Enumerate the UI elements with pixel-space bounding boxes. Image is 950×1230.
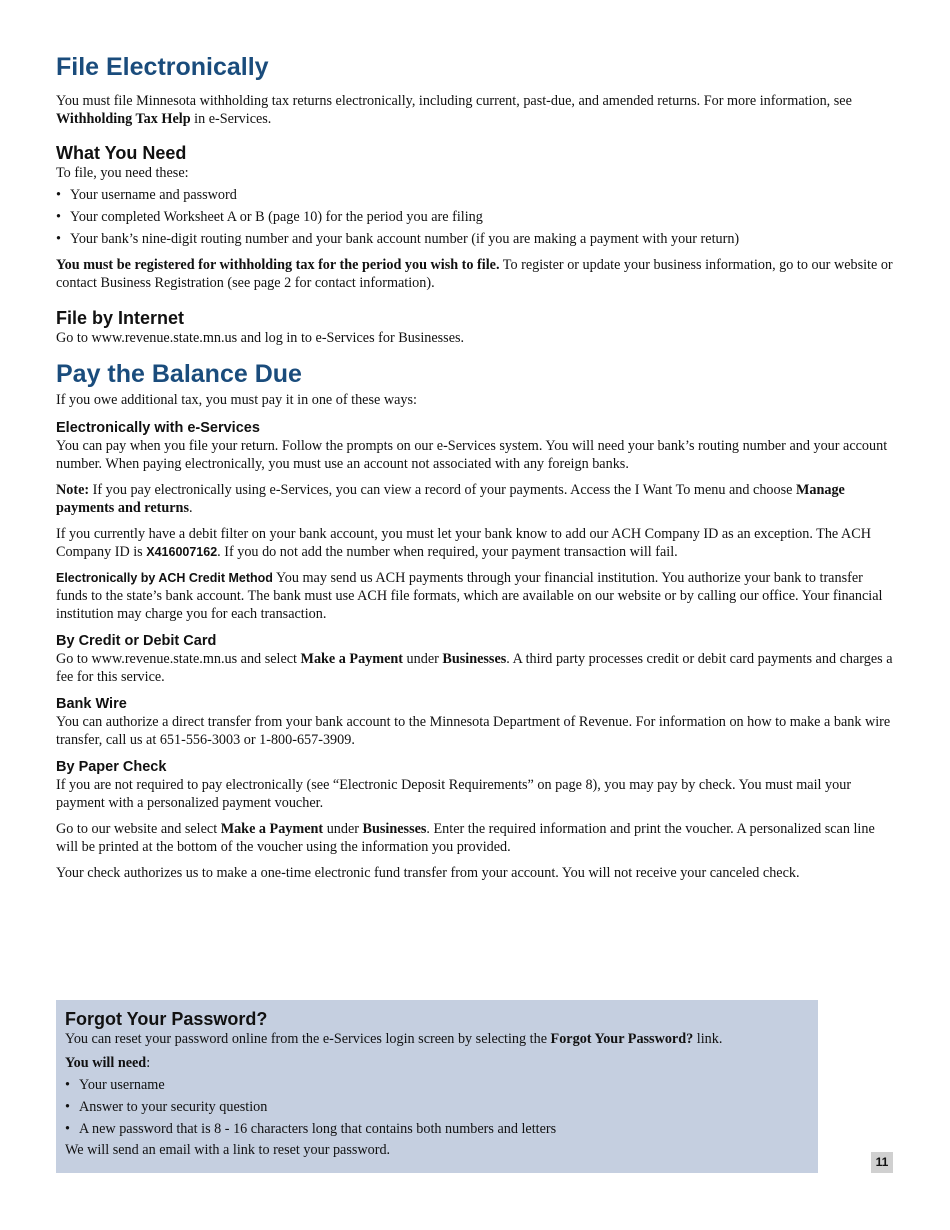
list-item: • Answer to your security question [65,1099,268,1115]
credit-card-text: Go to www.revenue.state.mn.us and select Make a Payment under Businesses. A third party processes credit or debit card payments and charges a fee for this service. [56,651,893,685]
list-item: • A new password that is 8 - 16 characters long that contains both numbers and letters [65,1121,557,1137]
debit-filter-text: If you currently have a debit filter on your bank account, you must let your bank know to add our ACH Company ID as an exception. The ACH Company ID is X416007162. If you do not add the number when required, your payment transaction will fail. [56,526,871,560]
page-number: 11 [871,1152,893,1173]
forgot-password-list [65,1076,809,1138]
what-you-need-lead: To file, you need these: [56,165,189,181]
list-item: • Your username and password [56,187,237,203]
heading-file-electronically: File Electronically [56,53,269,81]
forgot-password-box [56,1000,818,1173]
heading-file-by-internet: File by Internet [56,308,185,328]
forgot-password-closing: We will send an email with a link to reset your password. [65,1142,391,1158]
paper-check-text-1: If you are not required to pay electronically (see “Electronic Deposit Requirements” on page 8), you may pay by check. You must mail your payment with a personalized payment voucher. [56,777,852,811]
eservices-text: You can pay when you file your return. Follow the prompts on our e-Services system. You will need your bank’s routing number and your account number. When paying electronically, you must use an account not associated with any foreign banks. [56,438,888,472]
heading-paper-check: By Paper Check [56,759,167,775]
heading-credit-card: By Credit or Debit Card [56,633,217,649]
paper-check-text-3: Your check authorizes us to make a one-time electronic fund transfer from your account. You will not receive your canceled check. [56,865,800,881]
forgot-password-text: You can reset your password online from the e-Services login screen by selecting the Forgot Your Password? link. [65,1031,723,1047]
file-electronically-intro: You must file Minnesota withholding tax returns electronically, including current, past-due, and amended returns. For more information, see Withholding Tax Help in e-Services. [56,93,852,127]
list-item: • Your bank’s nine-digit routing number and your bank account number (if you are making a payment with your return) [56,231,740,247]
heading-pay-balance-due: Pay the Balance Due [56,360,302,388]
ach-credit-text: Electronically by ACH Credit Method You may send us ACH payments through your financial institution. You authorize your bank to transfer funds to the state’s bank account. The bank must use ACH file formats, which are available on our website or by calling our office. Your financial institution may charge you for each transaction. [56,570,883,622]
list-item: • Your username [65,1077,165,1093]
heading-what-you-need: What You Need [56,143,187,163]
ach-company-id: X416007162 [146,545,218,559]
file-by-internet-text: Go to www.revenue.state.mn.us and log in to e-Services for Businesses. [56,330,465,346]
heading-bank-wire: Bank Wire [56,696,127,712]
heading-forgot-password: Forgot Your Password? [65,1009,268,1029]
page-content [56,50,896,882]
what-you-need-list [56,186,896,248]
you-will-need: You will need: [65,1055,151,1071]
paper-check-text-2: Go to our website and select Make a Payment under Businesses. Enter the required information and print the voucher. A personalized scan line will be printed at the bottom of the voucher using the information you provided. [56,821,875,855]
ach-credit-label: Electronically by ACH Credit Method [56,571,273,585]
eservices-note: Note: If you pay electronically using e-Services, you can view a record of your payments. Access the I Want To menu and choose Manage payments and returns. [56,482,845,516]
bank-wire-text: You can authorize a direct transfer from your bank account to the Minnesota Department of Revenue. For information on how to make a bank wire transfer, call us at 651-556-3003 or 1-800-657-3909. [56,714,891,748]
heading-eservices: Electronically with e-Services [56,420,260,436]
list-item: • Your completed Worksheet A or B (page 10) for the period you are filing [56,209,483,225]
registration-note: You must be registered for withholding tax for the period you wish to file. To register or update your business information, go to our website or contact Business Registration (see page 2 for contact information). [56,257,893,291]
pay-balance-lead: If you owe additional tax, you must pay it in one of these ways: [56,392,417,408]
